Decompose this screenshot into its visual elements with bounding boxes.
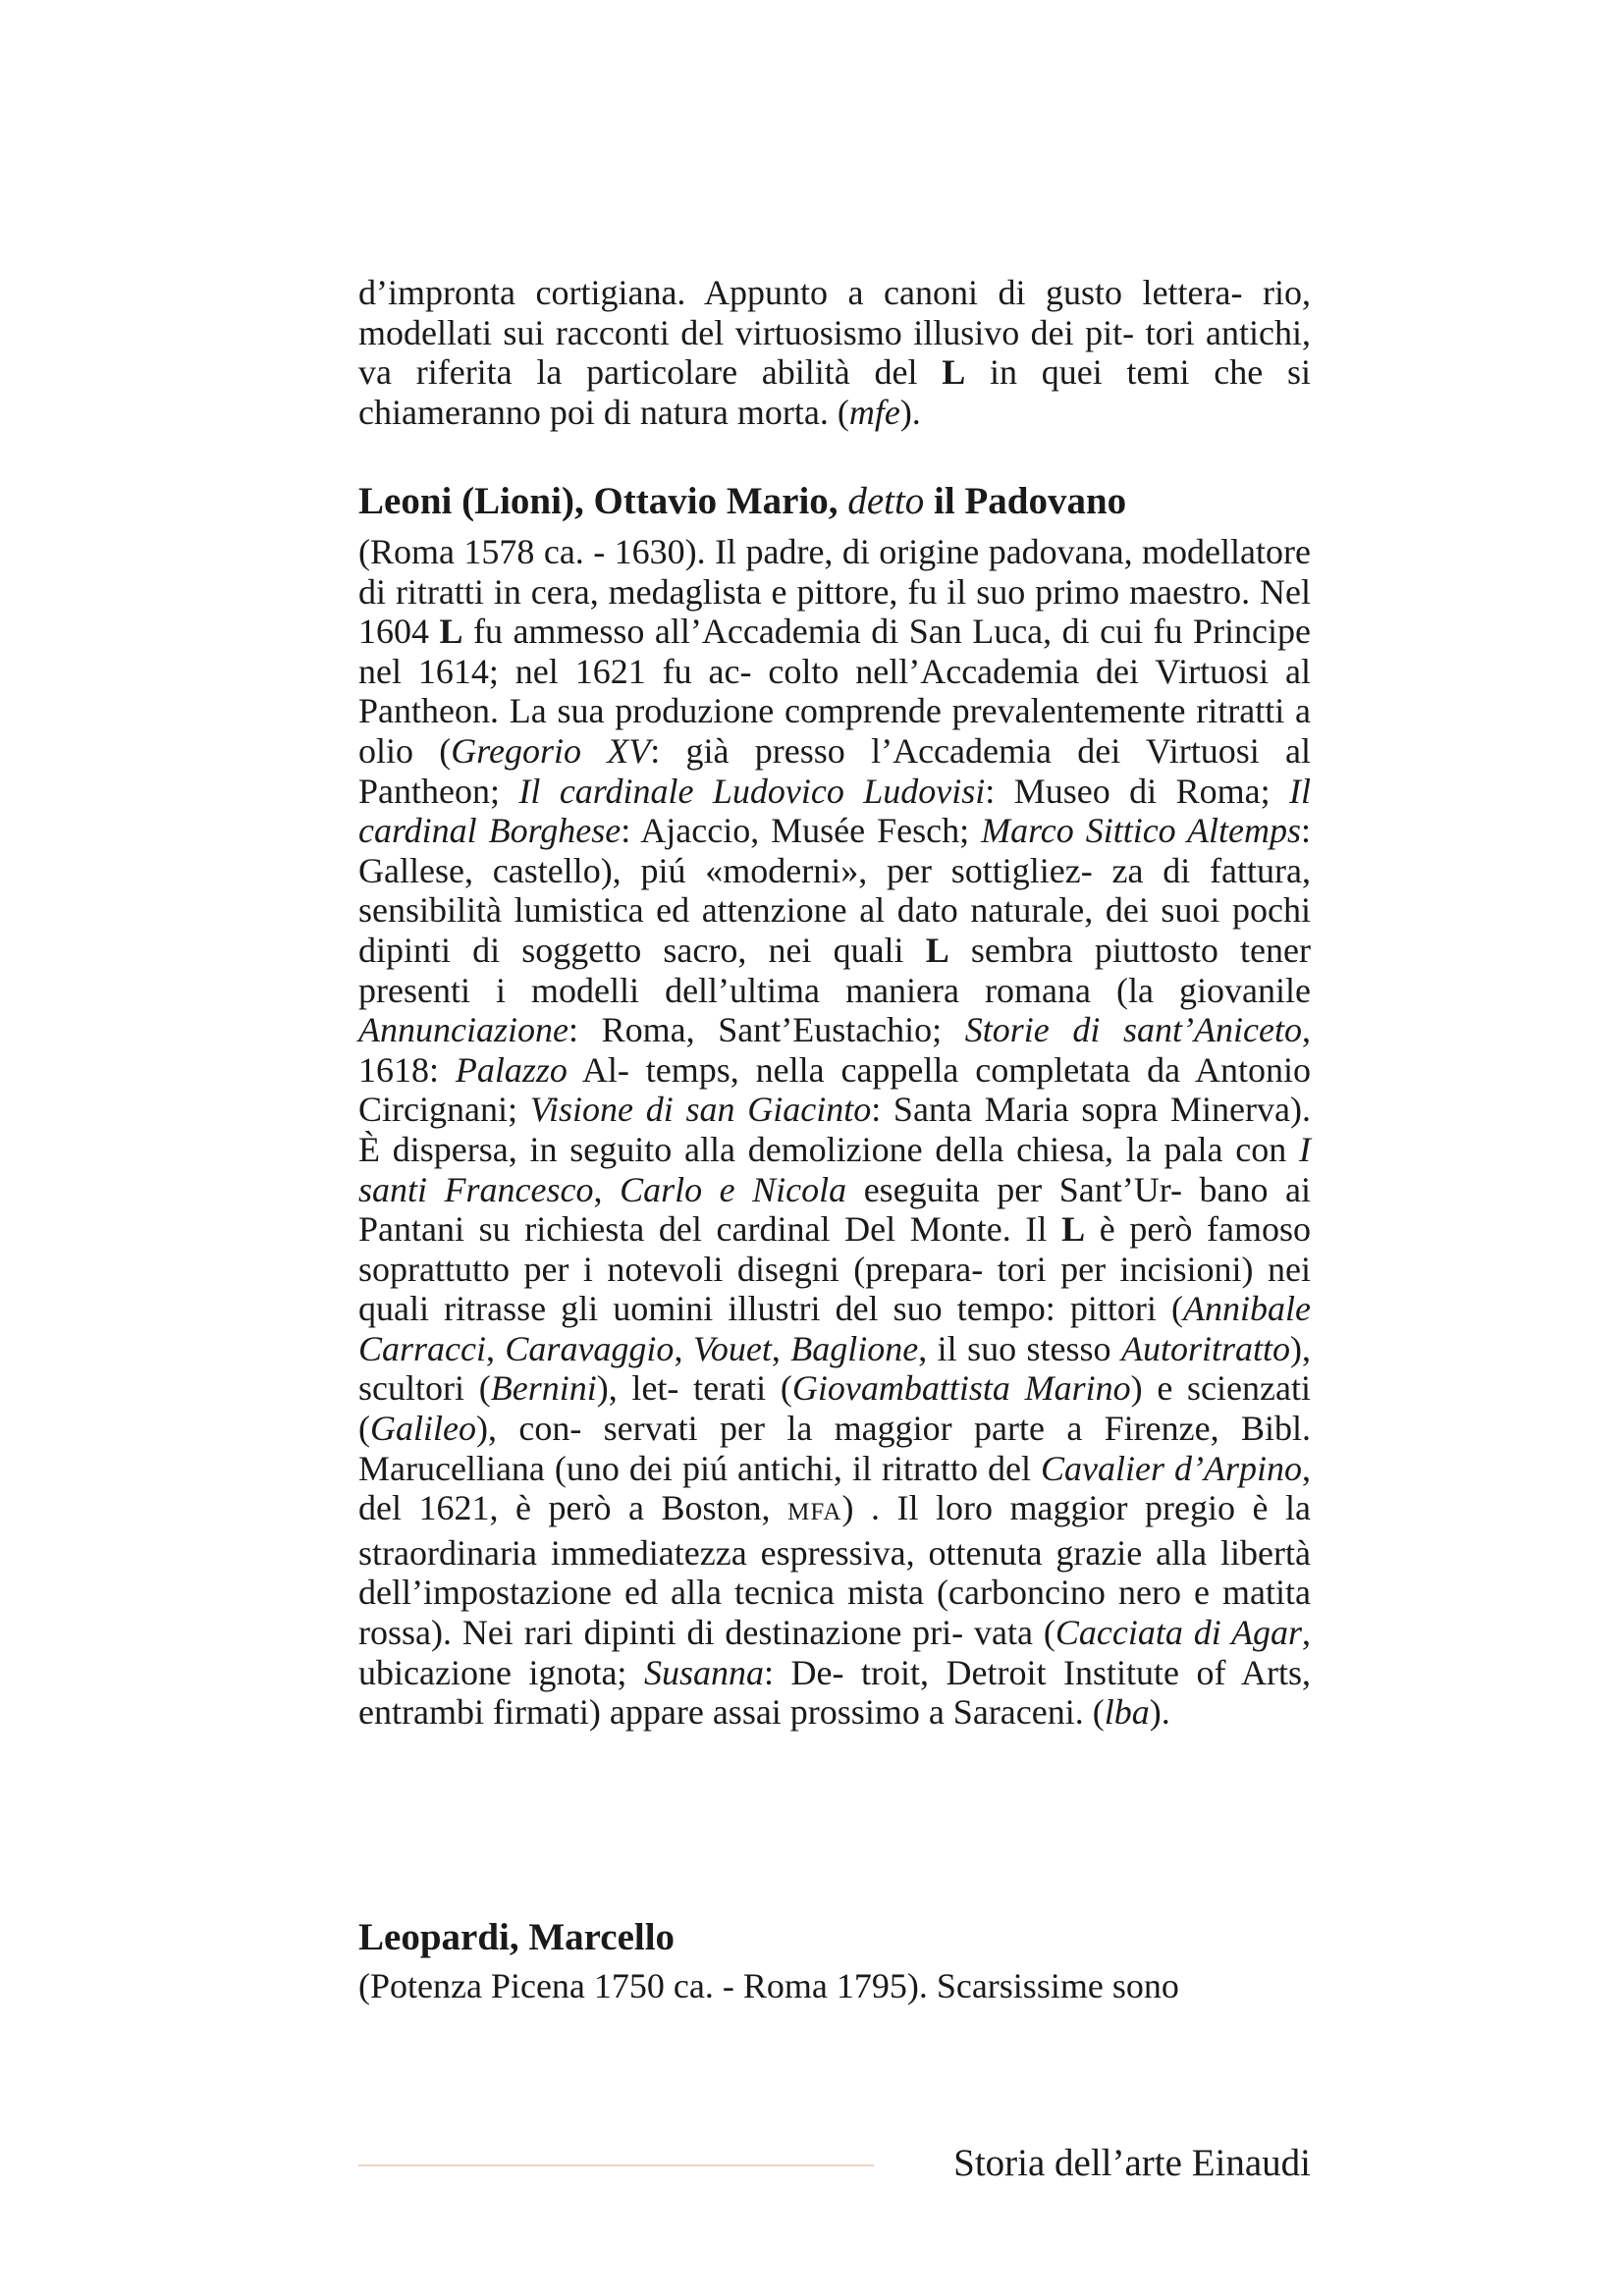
intro-paragraph	[358, 273, 1311, 432]
text-run: : Gallese, castello), piú «moderni», per sottigliez- za di fattura, sensibilità lumistica ed attenzione al dato naturale, dei suoi pochi dipinti di soggetto sacro, nei quali	[358, 811, 1311, 970]
entry-nickname: il Padovano	[934, 480, 1127, 522]
text-run: : già presso l’Accademia dei Virtuosi al Pantheon;	[358, 730, 1311, 811]
text-run: : Roma, Sant’Eustachio;	[568, 1010, 965, 1050]
italic-run: Baglione	[790, 1328, 919, 1368]
text-run: ), scultori (	[358, 1328, 1311, 1409]
text-run: ,	[486, 1328, 506, 1368]
text-run: è però famoso soprattutto per i notevoli disegni (prepara- tori per incisioni) nei quali ritrasse gli uomini illustri del suo tempo: pittori (	[358, 1209, 1311, 1329]
bold-run: L	[1061, 1209, 1086, 1250]
text-run: ,	[674, 1328, 693, 1368]
italic-run: Il cardinal Borghese	[358, 771, 1311, 851]
italic-run: Caravaggio	[505, 1328, 675, 1368]
text-run: , 1618:	[358, 1010, 1311, 1090]
text-run: ), con- servati per la maggior parte a Firenze, Bibl. Marucelliana (uno dei piú antichi, il ritratto del	[358, 1409, 1311, 1488]
entry-body-leoni	[358, 532, 1311, 1733]
bold-run: L	[925, 930, 949, 970]
entry-name: Leopardi, Marcello	[358, 1916, 676, 1958]
italic-run: Gregorio XV	[451, 730, 651, 771]
italic-run: Cavalier d’Arpino	[1041, 1448, 1302, 1488]
text-run: eseguita per Sant’Ur- bano ai Pantani su richiesta del cardinal Del Monte. Il	[358, 1169, 1312, 1250]
italic-run: Bernini	[490, 1368, 597, 1409]
italic-run: Galileo	[370, 1409, 476, 1449]
italic-run: Giovambattista Marino	[791, 1368, 1131, 1409]
text-run: ,	[771, 1328, 791, 1368]
italic-run: I santi Francesco	[358, 1129, 1311, 1209]
text-run: sembra piuttosto tener presenti i modelli dell’ultima maniera romana (la giovanile	[358, 930, 1312, 1010]
text-run: (Potenza Picena 1750 ca. - Roma 1795). Scarsissime sono	[358, 1966, 1179, 2005]
text-run: ) . Il loro maggior pregio è la straordinaria immediatezza espressiva, ottenuta grazie alla libertà dell’impostazione ed alla tecnica mista (carboncino nero e matita rossa). Nei rari dipinti di destinazione pri- vata (	[358, 1488, 1311, 1653]
text-run: fu ammesso all’Accademia di San Luca, di cui fu Principe nel 1614; nel 1621 fu ac- colto nell’Accademia dei Virtuosi al Pantheon. La sua produzione comprende prevalentemente ritratti a olio (	[358, 612, 1311, 771]
text-run: ).	[1149, 1692, 1170, 1733]
footer-title: Storia dell’arte Einaudi	[953, 2142, 1311, 2184]
bold-run: L	[439, 612, 463, 652]
small-caps-run: MFA	[787, 1499, 842, 1526]
italic-run: Carlo e Nicola	[620, 1169, 847, 1209]
italic-run: Susanna	[643, 1652, 764, 1692]
text-run: in quei temi che si chiameranno poi di natura morta. (	[358, 352, 1311, 432]
italic-run: Marco Sittico Altemps	[981, 811, 1301, 851]
entry-body-leopardi	[358, 1966, 1311, 2006]
italic-run: Storie di sant’Aniceto	[964, 1010, 1302, 1050]
entry-detto: detto	[847, 480, 925, 522]
text-run: : Ajaccio, Musée Fesch;	[621, 811, 982, 851]
entry-name: Leoni (Lioni), Ottavio Mario,	[358, 480, 839, 522]
text-run: : Santa Maria sopra Minerva). È dispersa, in seguito alla demolizione della chiesa, la pala con	[358, 1090, 1311, 1169]
text-run: , del 1621, è però a Boston,	[358, 1448, 1311, 1528]
italic-run: Vouet	[692, 1328, 772, 1368]
italic-run: Cacciata di Agar	[1055, 1613, 1302, 1653]
text-run: : De- troit, Detroit Institute of Arts, entrambi firmati) appare assai prossimo a Saraceni. (	[358, 1652, 1312, 1733]
italic-run: mfe	[848, 392, 900, 432]
italic-run: Il cardinale Ludovico Ludovisi	[518, 771, 986, 811]
text-run: (Roma 1578 ca. - 1630). Il padre, di origine padovana, modellatore di ritratti in cera, medaglista e pittore, fu il suo primo maestro. Nel 1604	[358, 532, 1311, 652]
text-run: ).	[899, 392, 921, 432]
text-run: d’impronta cortigiana. Appunto a canoni di gusto lettera- rio, modellati sui racconti del virtuosismo illusivo dei pit- tori antichi, va riferita la particolare abilità del	[358, 273, 1311, 393]
text-run: ,	[593, 1169, 621, 1209]
entry-heading-leoni	[358, 479, 1311, 524]
text-run: , ubicazione ignota;	[358, 1613, 1311, 1692]
italic-run: lba	[1104, 1692, 1150, 1733]
italic-run: Palazzo	[455, 1049, 568, 1090]
text-run: ), let- terati (	[596, 1368, 792, 1409]
text-run: , il suo stesso	[918, 1328, 1121, 1368]
italic-run: Visione di san Giacinto	[529, 1090, 872, 1130]
entry-heading-leopardi	[358, 1915, 1311, 1960]
text-run: Al- temps, nella cappella completata da Antonio Circignani;	[358, 1049, 1311, 1130]
italic-run: Autoritratto	[1120, 1328, 1290, 1368]
text-run: : Museo di Roma;	[985, 771, 1289, 811]
footer-rule	[358, 2164, 874, 2166]
italic-run: Annunciazione	[358, 1010, 568, 1050]
text-run: ) e scienzati (	[358, 1368, 1311, 1449]
italic-run: Annibale Carracci	[358, 1289, 1311, 1368]
bold-run: L	[942, 352, 966, 393]
